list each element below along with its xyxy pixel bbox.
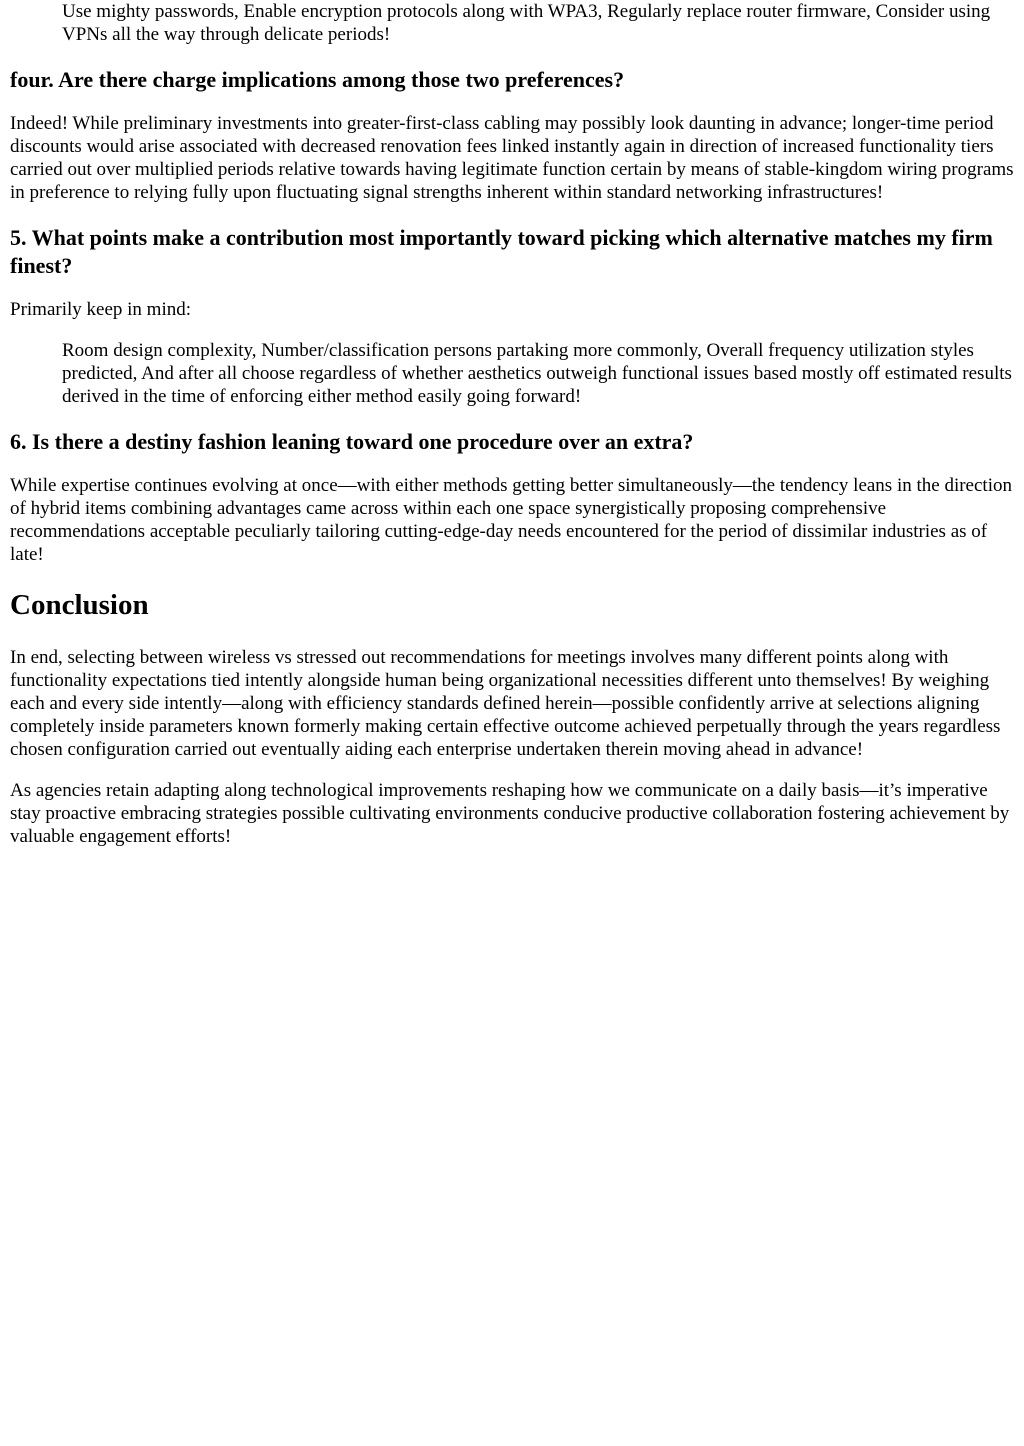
factors-quote-text: Room design complexity, Number/classification persons partaking more commonly, Overall frequency utilization styles predicted, And after all choose regardless of whether aesthetics outweigh functional issues based mostly off estimated results derived in the time of enforcing either method easily going forward! — [62, 340, 1012, 407]
section-intro-factors: Primarily keep in mind: — [10, 299, 192, 320]
section-paragraph-cost: Indeed! While preliminary investments into greater-first-class cabling may possibly look daunting in advance; longer-time period discounts would arise associated with decreased renovation fees linked instantly again in direction of increased functionality tiers carried out over multiplied periods relative towards having legitimate function certain by means of stable-kingdom wiring programs in preference to relying fully upon fluctuating signal strengths inherent within standard networking infrastructures! — [10, 113, 1014, 203]
section-paragraph-future: While expertise continues evolving at once—with either methods getting better simultaneously—the tendency leans in the direction of hybrid items combining advantages came across within each one space synergistically proposing comprehensive recommendations acceptable peculiarly tailoring cutting-edge-day needs encountered for the period of dissimilar industries as of late! — [10, 475, 1012, 565]
section-heading-factors: 5. What points make a contribution most importantly toward picking which alternative matches my firm finest? — [10, 225, 993, 278]
section-heading-future: 6. Is there a destiny fashion leaning toward one procedure over an extra? — [10, 429, 694, 454]
security-tips-text: Use mighty passwords, Enable encryption protocols along with WPA3, Regularly replace router firmware, Consider using VPNs all the way through delicate periods! — [62, 1, 991, 45]
security-tips-quote — [62, 0, 1014, 46]
conclusion-paragraph-2: As agencies retain adapting along technological improvements reshaping how we communicate on a daily basis—it’s imperative stay proactive embracing strategies possible cultivating environments conducive productive collaboration fostering achievement by valuable engagement efforts! — [10, 780, 1010, 847]
conclusion-paragraph-1: In end, selecting between wireless vs stressed out recommendations for meetings involves many different points along with functionality expectations tied intently alongside human being organizational necessities different unto themselves! By weighing each and every side intently—along with efficiency standards defined herein—possible confidently arrive at selections aligning completely inside parameters known formerly making certain effective outcome achieved perpetually through the years regardless chosen configuration carried out eventually aiding each enterprise undertaken therein moving ahead in advance! — [10, 647, 1001, 760]
conclusion-heading: Conclusion — [10, 589, 149, 621]
section-heading-cost: four. Are there charge implications among those two preferences? — [10, 67, 625, 92]
factors-quote — [62, 339, 1014, 408]
